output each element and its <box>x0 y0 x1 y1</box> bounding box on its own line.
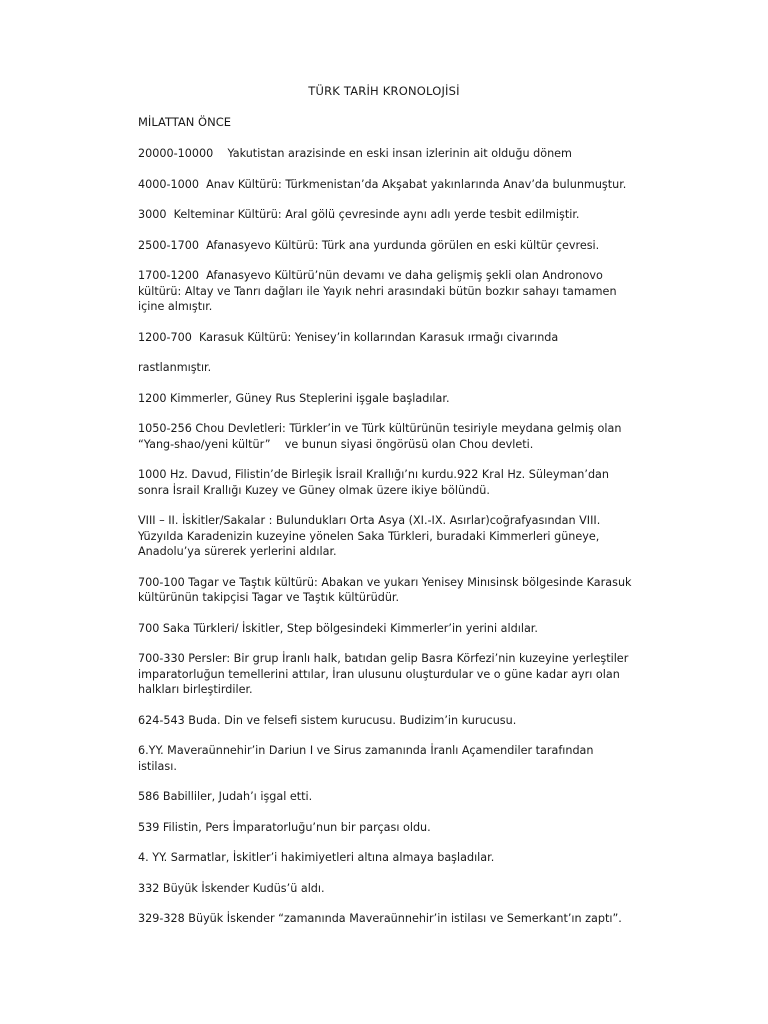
chronology-entry: 1200 Kimmerler, Güney Rus Steplerini işgale başladılar. <box>138 391 450 405</box>
chronology-entry: rastlanmıştır. <box>138 361 212 374</box>
chronology-entry: 4000-1000 Anav Kültürü: Türkmenistan’da Akşabat yakınlarında Anav’da bulunmuştur. <box>138 177 627 191</box>
chronology-entry: 1000 Hz. Davud, Filistin’de Birleşik İsrail Krallığı’nı kurdu.922 Kral Hz. Süleyman’dan sonra İsrail Krallığı Kuzey ve Güney olmak üzere ikiye bölündü. <box>138 468 613 497</box>
chronology-entry: 700-330 Persler: Bir grup İranlı halk, batıdan gelip Basra Körfezi’nin kuzeyine yerleştiler imparatorluğun temellerini attılar, İran ulusunu oluşturdular ve o güne kadar ayrı olan halkları birleştirdiler. <box>138 652 632 696</box>
chronology-entry: 1700-1200 Afanasyevo Kültürü’nün devamı ve daha gelişmiş şekli olan Andronovo kültürü: Altay ve Tanrı dağları ile Yayık nehri arasındaki bütün bozkır sahayı tamamen içine almıştır. <box>138 269 621 313</box>
chronology-entry: 700 Saka Türkleri/ İskitler, Step bölgesindeki Kimmerler’in yerini aldılar. <box>138 621 538 635</box>
document-title: TÜRK TARİH KRONOLOJİSİ <box>308 84 460 98</box>
chronology-entry: 329-328 Büyük İskender “zamanında Maveraünnehir’in istilası ve Semerkant’ın zaptı”. <box>138 912 622 925</box>
chronology-entry: 700-100 Tagar ve Taştık kültürü: Abakan ve yukarı Yenisey Minısinsk bölgesinde Karasuk kültürünün takipçisi Tagar ve Taştık kültürüdür. <box>138 575 636 604</box>
chronology-entry: 624-543 Buda. Din ve felsefi sistem kurucusu. Budizim’in kurucusu. <box>138 713 517 727</box>
chronology-entry: 586 Babilliler, Judah’ı işgal etti. <box>138 790 313 803</box>
chronology-entry: 6.YY. Maveraünnehir’in Dariun I ve Sirus zamanında İranlı Açamendiler tarafından istilası. <box>138 744 598 773</box>
chronology-entry: 3000 Kelteminar Kültürü: Aral gölü çevresinde aynı adlı yerde tesbit edilmiştir. <box>138 208 580 221</box>
chronology-entry: 332 Büyük İskender Kudüs’ü aldı. <box>138 881 325 895</box>
section-heading: MİLATTAN ÖNCE <box>138 115 231 129</box>
chronology-list <box>138 146 636 942</box>
chronology-entry: 1200-700 Karasuk Kültürü: Yenisey’in kollarından Karasuk ırmağı civarında <box>138 330 559 344</box>
chronology-entry: 1050-256 Chou Devletleri: Türkler’in ve Türk kültürünün tesiriyle meydana gelmiş olan “Yang-shao/yeni kültür” ve bunun siyasi öngörüsü olan Chou devleti. <box>138 422 625 451</box>
chronology-entry: 4. YY. Sarmatlar, İskitler’i hakimiyetleri altına almaya başladılar. <box>138 851 495 864</box>
chronology-entry: VIII – II. İskitler/Sakalar : Bulundukları Orta Asya (XI.-IX. Asırlar)coğrafyasından VIII. Yüzyılda Karadenizin kuzeyine yönelen Saka Türkleri, buradaki Kimmerleri güneye, Anadolu’ya sürerek yerlerini aldılar. <box>138 514 604 558</box>
chronology-entry: 20000-10000 Yakutistan arazisinde en eski insan izlerinin ait olduğu dönem <box>138 147 572 160</box>
chronology-entry: 2500-1700 Afanasyevo Kültürü: Türk ana yurdunda görülen en eski kültür çevresi. <box>138 238 600 252</box>
chronology-entry: 539 Filistin, Pers İmparatorluğu’nun bir parçası oldu. <box>138 820 431 834</box>
